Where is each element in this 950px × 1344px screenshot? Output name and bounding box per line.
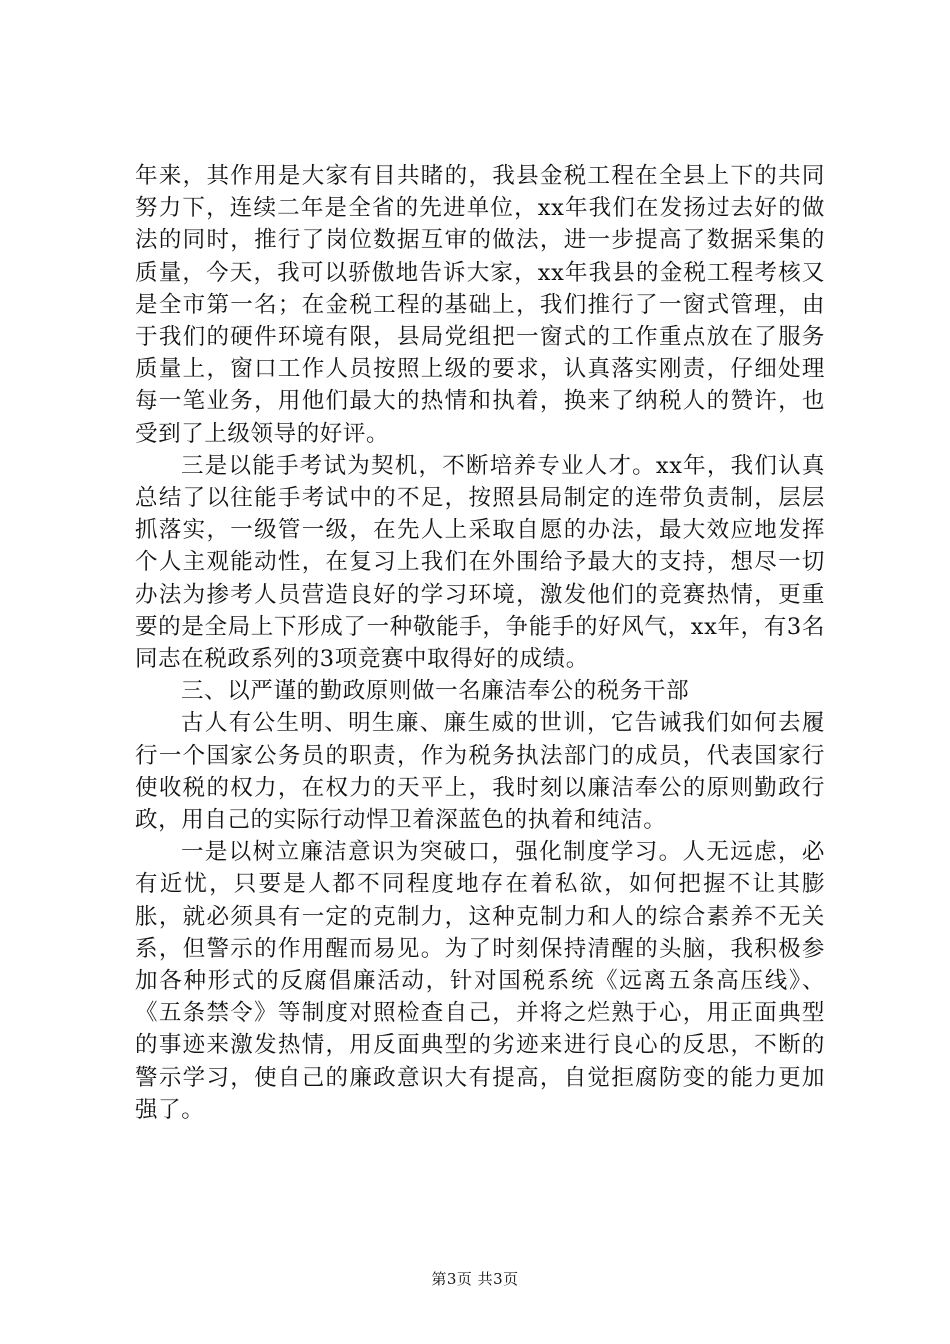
paragraph-skill-exam: 三是以能手考试为契机，不断培养专业人才。xx年，我们认真总结了以往能手考试中的不足，按照县局制定的连带负责制，层层抓落实，一级管一级，在先人上采取自愿的办法，最大效应地发挥个人主观能动性，在复习上我们在外围给予最大的支持，想尽一切办法为掺考人员营造良好的学习环境，激发他们的竞赛热情，更重要的是全局上下形成了一种敬能手，争能手的好风气，xx年，有3名同志在税政系列的3项竞赛中取得好的成绩。: [135, 452, 825, 673]
page-footer: 第3页 共3页: [431, 1270, 519, 1288]
paragraph-continuation: 年来，其作用是大家有目共睹的，我县金税工程在全县上下的共同努力下，连续二年是全省的先进单位，xx年我们在发扬过去好的做法的同时，推行了岗位数据互审的做法，进一步提高了数据采集的质量，今天，我可以骄傲地告诉大家，xx年我县的金税工程考核又是全市第一名；在金税工程的基础上，我们推行了一窗式管理，由于我们的硬件环境有限，县局党组把一窗式的工作重点放在了服务质量上，窗口工作人员按照上级的要求，认真落实刚责，仔细处理每一笔业务，用他们最大的热情和执着，换来了纳税人的赞许，也受到了上级领导的好评。: [135, 163, 825, 447]
document-body: [135, 160, 825, 1126]
paragraph-integrity-awareness: 一是以树立廉洁意识为突破口，强化制度学习。人无远虑，必有近忧，只要是人都不同程度地存在着私欲，如何把握不让其膨胀，就必须具有一定的克制力，这种克制力和人的综合素养不无关系，但警示的作用醒而易见。为了时刻保持清醒的头脑，我积极参加各种形式的反腐倡廉活动，针对国税系统《远离五条高压线》、《五条禁令》等制度对照检查自己，并将之烂熟于心，用正面典型的事迹来激发热情，用反面典型的劣迹来进行良心的反思，不断的警示学习，使自己的廉政意识大有提高，自觉拒腐防变的能力更加强了。: [135, 839, 825, 1123]
section-heading-integrity: 三、以严谨的勤政原则做一名廉洁奉公的税务干部: [181, 678, 690, 705]
paragraph-ancient-maxim: 古人有公生明、明生廉、廉生威的世训，它告诫我们如何去履行一个国家公务员的职责，作为税务执法部门的成员，代表国家行使收税的权力，在权力的天平上，我时刻以廉洁奉公的原则勤政行政，用自己的实际行动悍卫着深蓝色的执着和纯洁。: [135, 710, 825, 834]
